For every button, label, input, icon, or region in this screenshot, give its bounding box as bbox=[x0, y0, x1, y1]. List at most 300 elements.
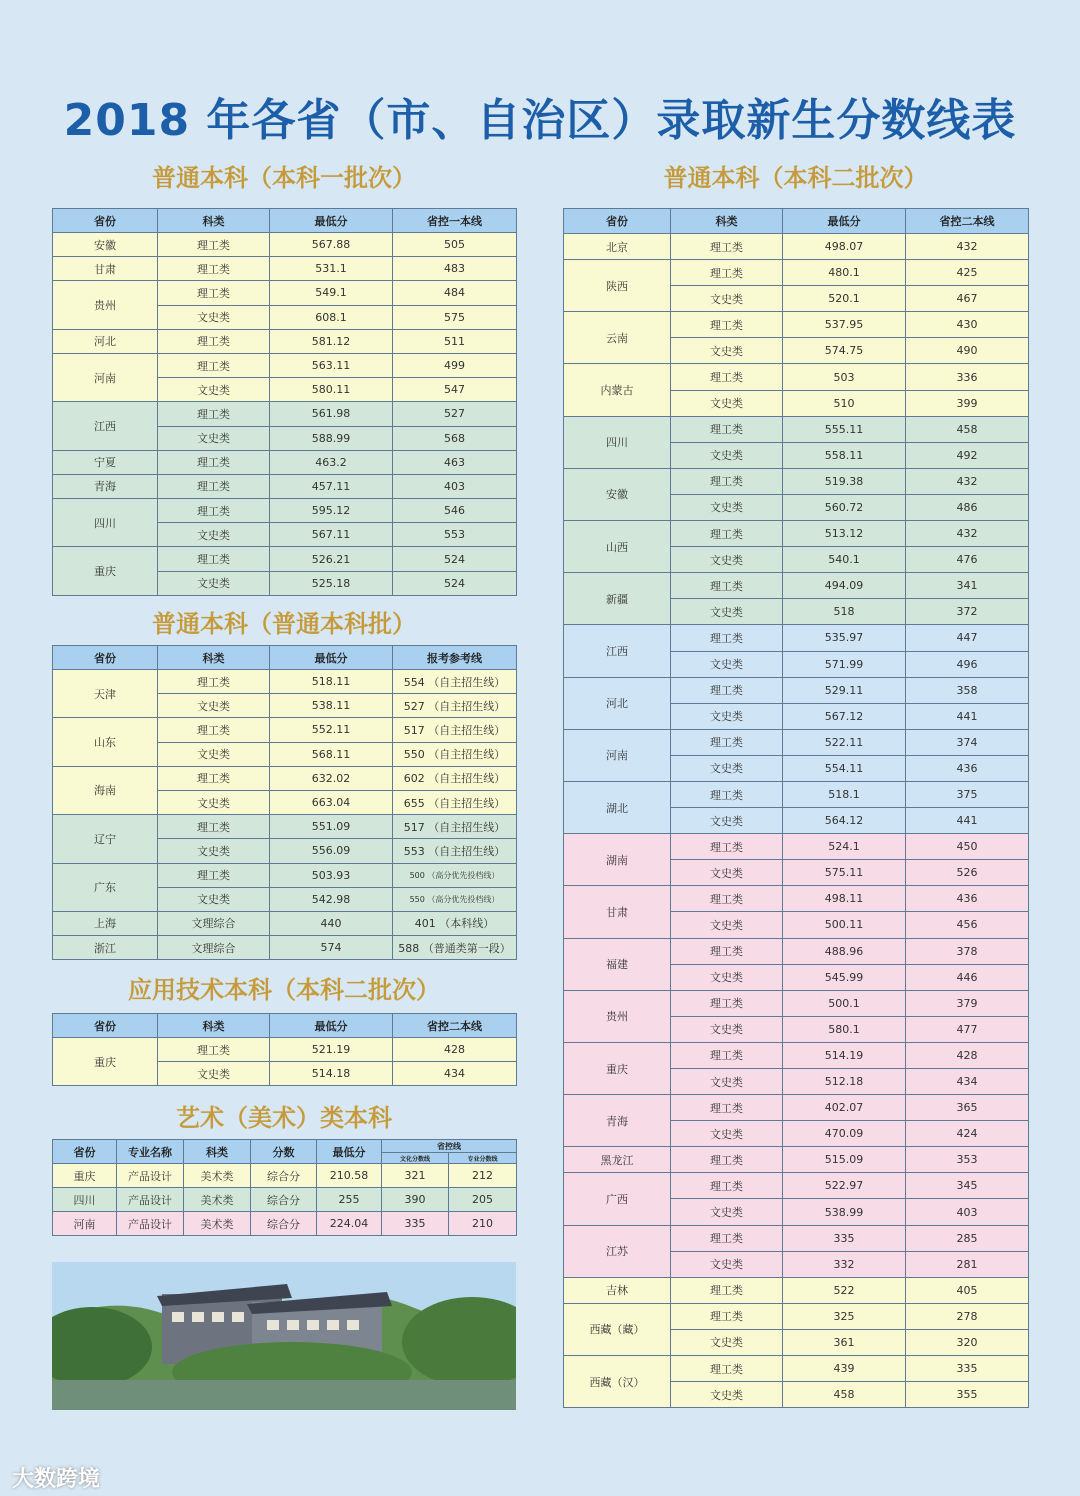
cell-province: 重庆 bbox=[53, 1164, 117, 1188]
cell-min-score: 574 bbox=[270, 936, 393, 960]
cell-province: 重庆 bbox=[53, 1038, 158, 1086]
cell-major-line: 210 bbox=[449, 1212, 517, 1236]
cell-line: 441 bbox=[906, 703, 1029, 729]
cell-line: 341 bbox=[906, 573, 1029, 599]
section4-title: 艺术（美术）类本科 bbox=[176, 1104, 392, 1132]
cell-category: 理工类 bbox=[158, 402, 270, 426]
cell-category: 理工类 bbox=[158, 353, 270, 377]
cell-category: 文史类 bbox=[671, 755, 783, 781]
cell-min-score: 568.11 bbox=[270, 742, 393, 766]
table-row bbox=[564, 625, 1029, 651]
cell-min-score: 564.12 bbox=[783, 808, 906, 834]
cell-min-score: 567.11 bbox=[270, 523, 393, 547]
cell-min-score: 529.11 bbox=[783, 677, 906, 703]
table-row bbox=[564, 1277, 1029, 1303]
cell-min-score: 402.07 bbox=[783, 1095, 906, 1121]
header-major-line: 专业分数线 bbox=[449, 1153, 517, 1164]
table-row bbox=[53, 450, 517, 474]
cell-min-score: 554.11 bbox=[783, 755, 906, 781]
header-control-line: 省控线 bbox=[382, 1140, 517, 1153]
cell-line: 505 bbox=[393, 233, 517, 257]
cell-line: 546 bbox=[393, 499, 517, 523]
table-row bbox=[564, 521, 1029, 547]
table-row bbox=[564, 312, 1029, 338]
cell-category: 理工类 bbox=[158, 863, 270, 887]
cell-province: 辽宁 bbox=[53, 815, 158, 863]
header-province: 省份 bbox=[53, 1140, 117, 1164]
cell-province: 河南 bbox=[53, 1212, 117, 1236]
header-province: 省份 bbox=[564, 209, 671, 234]
cell-category: 文史类 bbox=[158, 790, 270, 814]
cell-category: 理工类 bbox=[671, 521, 783, 547]
cell-line: 425 bbox=[906, 260, 1029, 286]
cell-line: 527 bbox=[393, 402, 517, 426]
cell-score: 综合分 bbox=[251, 1212, 317, 1236]
cell-category: 理工类 bbox=[671, 234, 783, 260]
table-row bbox=[53, 281, 517, 305]
cell-line: 428 bbox=[393, 1038, 517, 1062]
cell-min-score: 531.1 bbox=[270, 257, 393, 281]
cell-major: 产品设计 bbox=[117, 1188, 184, 1212]
cell-category: 文史类 bbox=[158, 887, 270, 911]
cell-province: 湖南 bbox=[564, 834, 671, 886]
cell-min-score: 515.09 bbox=[783, 1147, 906, 1173]
cell-line: 285 bbox=[906, 1225, 1029, 1251]
cell-category: 文史类 bbox=[158, 742, 270, 766]
cell-line: 405 bbox=[906, 1277, 1029, 1303]
cell-category: 理工类 bbox=[671, 260, 783, 286]
cell-line: 436 bbox=[906, 886, 1029, 912]
cell-province: 广西 bbox=[564, 1173, 671, 1225]
section1-title: 普通本科（本科一批次） bbox=[152, 164, 416, 192]
table-row bbox=[564, 573, 1029, 599]
cell-line: 575 bbox=[393, 305, 517, 329]
cell-category: 理工类 bbox=[158, 718, 270, 742]
table-row bbox=[564, 677, 1029, 703]
cell-category: 文史类 bbox=[671, 1329, 783, 1355]
cell-province: 四川 bbox=[53, 499, 158, 547]
cell-line: 434 bbox=[393, 1062, 517, 1086]
cell-category: 文史类 bbox=[671, 1069, 783, 1095]
cell-category: 理工类 bbox=[671, 886, 783, 912]
campus-illustration bbox=[52, 1262, 516, 1410]
cell-province: 江西 bbox=[53, 402, 158, 450]
cell-line: 447 bbox=[906, 625, 1029, 651]
table-row bbox=[53, 547, 517, 571]
cell-min-score: 558.11 bbox=[783, 442, 906, 468]
cell-province: 湖北 bbox=[564, 781, 671, 833]
cell-category: 文史类 bbox=[671, 1199, 783, 1225]
cell-category: 理工类 bbox=[671, 1356, 783, 1382]
cell-min-score: 522.11 bbox=[783, 729, 906, 755]
cell-line: 432 bbox=[906, 234, 1029, 260]
table-row bbox=[564, 990, 1029, 1016]
table-row bbox=[564, 886, 1029, 912]
cell-category: 文史类 bbox=[158, 426, 270, 450]
cell-province: 甘肃 bbox=[564, 886, 671, 938]
cell-province: 海南 bbox=[53, 766, 158, 814]
table-row bbox=[564, 468, 1029, 494]
cell-province: 吉林 bbox=[564, 1277, 671, 1303]
table-row bbox=[53, 233, 517, 257]
cell-min-score: 520.1 bbox=[783, 286, 906, 312]
cell-line: 378 bbox=[906, 938, 1029, 964]
table-row bbox=[53, 353, 517, 377]
header-culture-line: 文化分数线 bbox=[382, 1153, 449, 1164]
cell-category: 理工类 bbox=[158, 474, 270, 498]
cell-province: 河南 bbox=[564, 729, 671, 781]
cell-line: 499 bbox=[393, 353, 517, 377]
cell-min-score: 581.12 bbox=[270, 329, 393, 353]
cell-min-score: 542.98 bbox=[270, 887, 393, 911]
table-art bbox=[52, 1139, 517, 1236]
cell-line: 320 bbox=[906, 1329, 1029, 1355]
table-row bbox=[53, 499, 517, 523]
cell-category: 文史类 bbox=[671, 338, 783, 364]
cell-province: 浙江 bbox=[53, 936, 158, 960]
header-category: 科类 bbox=[158, 209, 270, 233]
header-reference-line: 报考参考线 bbox=[393, 646, 517, 670]
cell-min-score: 574.75 bbox=[783, 338, 906, 364]
cell-category: 文史类 bbox=[158, 1062, 270, 1086]
cell-province: 云南 bbox=[564, 312, 671, 364]
cell-category: 理工类 bbox=[671, 677, 783, 703]
cell-min-score: 525.18 bbox=[270, 571, 393, 595]
cell-category: 文史类 bbox=[671, 703, 783, 729]
cell-line: 399 bbox=[906, 390, 1029, 416]
header-province: 省份 bbox=[53, 209, 158, 233]
cell-min-score: 551.09 bbox=[270, 815, 393, 839]
cell-province: 山西 bbox=[564, 521, 671, 573]
watermark: 大数跨境 bbox=[12, 1467, 101, 1492]
cell-culture-line: 390 bbox=[382, 1188, 449, 1212]
cell-line: 446 bbox=[906, 964, 1029, 990]
cell-min-score: 556.09 bbox=[270, 839, 393, 863]
cell-min-score: 361 bbox=[783, 1329, 906, 1355]
table-row bbox=[564, 781, 1029, 807]
cell-min-score: 567.88 bbox=[270, 233, 393, 257]
cell-min-score: 580.11 bbox=[270, 378, 393, 402]
cell-line: 336 bbox=[906, 364, 1029, 390]
cell-category: 文史类 bbox=[158, 305, 270, 329]
cell-min-score: 494.09 bbox=[783, 573, 906, 599]
cell-line: 476 bbox=[906, 547, 1029, 573]
cell-min-score: 255 bbox=[317, 1188, 382, 1212]
cell-province: 江西 bbox=[564, 625, 671, 677]
cell-category: 文史类 bbox=[671, 494, 783, 520]
table-row bbox=[564, 1303, 1029, 1329]
cell-category: 理工类 bbox=[671, 834, 783, 860]
cell-line: 463 bbox=[393, 450, 517, 474]
cell-province: 江苏 bbox=[564, 1225, 671, 1277]
cell-line: 547 bbox=[393, 378, 517, 402]
cell-category: 文史类 bbox=[158, 694, 270, 718]
cell-min-score: 522.97 bbox=[783, 1173, 906, 1199]
cell-category: 美术类 bbox=[184, 1164, 251, 1188]
cell-min-score: 571.99 bbox=[783, 651, 906, 677]
cell-category: 理工类 bbox=[158, 329, 270, 353]
cell-province: 黑龙江 bbox=[564, 1147, 671, 1173]
cell-line: 345 bbox=[906, 1173, 1029, 1199]
cell-min-score: 663.04 bbox=[270, 790, 393, 814]
cell-min-score: 560.72 bbox=[783, 494, 906, 520]
cell-category: 文史类 bbox=[671, 964, 783, 990]
table-row bbox=[53, 670, 517, 694]
table-row bbox=[53, 1164, 517, 1188]
cell-province: 上海 bbox=[53, 911, 158, 935]
cell-province: 河南 bbox=[53, 353, 158, 401]
header-province: 省份 bbox=[53, 646, 158, 670]
cell-min-score: 521.19 bbox=[270, 1038, 393, 1062]
header-control-line: 省控二本线 bbox=[393, 1014, 517, 1038]
cell-line: 553 bbox=[393, 523, 517, 547]
table-row bbox=[53, 1188, 517, 1212]
cell-line: 550 （自主招生线） bbox=[393, 742, 517, 766]
cell-category: 理工类 bbox=[671, 1042, 783, 1068]
cell-line: 436 bbox=[906, 755, 1029, 781]
section3-title: 应用技术本科（本科二批次） bbox=[128, 976, 440, 1004]
cell-score: 综合分 bbox=[251, 1164, 317, 1188]
cell-line: 588 （普通类第一段） bbox=[393, 936, 517, 960]
cell-category: 文史类 bbox=[671, 1121, 783, 1147]
cell-min-score: 535.97 bbox=[783, 625, 906, 651]
cell-min-score: 488.96 bbox=[783, 938, 906, 964]
cell-min-score: 555.11 bbox=[783, 416, 906, 442]
table-row bbox=[53, 815, 517, 839]
cell-category: 文史类 bbox=[671, 547, 783, 573]
section2-title: 普通本科（普通本科批） bbox=[152, 610, 416, 638]
table-row bbox=[53, 329, 517, 353]
cell-province: 陕西 bbox=[564, 260, 671, 312]
cell-major-line: 212 bbox=[449, 1164, 517, 1188]
cell-min-score: 512.18 bbox=[783, 1069, 906, 1095]
cell-province: 西藏（藏） bbox=[564, 1303, 671, 1355]
cell-min-score: 595.12 bbox=[270, 499, 393, 523]
cell-min-score: 498.07 bbox=[783, 234, 906, 260]
cell-major-line: 205 bbox=[449, 1188, 517, 1212]
cell-province: 重庆 bbox=[53, 547, 158, 595]
cell-min-score: 522 bbox=[783, 1277, 906, 1303]
cell-category: 文史类 bbox=[671, 1251, 783, 1277]
cell-category: 理工类 bbox=[671, 781, 783, 807]
cell-category: 理工类 bbox=[671, 1225, 783, 1251]
cell-category: 理工类 bbox=[158, 257, 270, 281]
cell-min-score: 470.09 bbox=[783, 1121, 906, 1147]
cell-province: 内蒙古 bbox=[564, 364, 671, 416]
cell-line: 524 bbox=[393, 547, 517, 571]
header-control-line: 省控一本线 bbox=[393, 209, 517, 233]
cell-line: 278 bbox=[906, 1303, 1029, 1329]
cell-province: 福建 bbox=[564, 938, 671, 990]
cell-line: 432 bbox=[906, 521, 1029, 547]
cell-min-score: 519.38 bbox=[783, 468, 906, 494]
cell-line: 374 bbox=[906, 729, 1029, 755]
cell-category: 理工类 bbox=[671, 1147, 783, 1173]
cell-culture-line: 335 bbox=[382, 1212, 449, 1236]
cell-min-score: 463.2 bbox=[270, 450, 393, 474]
cell-province: 青海 bbox=[564, 1095, 671, 1147]
table-row bbox=[53, 257, 517, 281]
cell-category: 文史类 bbox=[158, 523, 270, 547]
table-row bbox=[53, 936, 517, 960]
cell-line: 281 bbox=[906, 1251, 1029, 1277]
cell-category: 理工类 bbox=[671, 729, 783, 755]
cell-line: 432 bbox=[906, 468, 1029, 494]
cell-min-score: 210.58 bbox=[317, 1164, 382, 1188]
cell-province: 河北 bbox=[564, 677, 671, 729]
cell-province: 四川 bbox=[564, 416, 671, 468]
table-row bbox=[564, 1147, 1029, 1173]
table-row bbox=[564, 364, 1029, 390]
cell-line: 554 （自主招生线） bbox=[393, 670, 517, 694]
cell-category: 文理综合 bbox=[158, 936, 270, 960]
cell-category: 文史类 bbox=[671, 860, 783, 886]
cell-line: 450 bbox=[906, 834, 1029, 860]
table-row bbox=[564, 729, 1029, 755]
cell-line: 486 bbox=[906, 494, 1029, 520]
cell-major: 产品设计 bbox=[117, 1164, 184, 1188]
cell-category: 理工类 bbox=[158, 670, 270, 694]
cell-line: 496 bbox=[906, 651, 1029, 677]
cell-category: 理工类 bbox=[671, 573, 783, 599]
cell-category: 理工类 bbox=[671, 364, 783, 390]
cell-min-score: 518 bbox=[783, 599, 906, 625]
cell-min-score: 335 bbox=[783, 1225, 906, 1251]
cell-line: 524 bbox=[393, 571, 517, 595]
cell-category: 美术类 bbox=[184, 1188, 251, 1212]
cell-category: 文史类 bbox=[671, 1382, 783, 1408]
header-category: 科类 bbox=[184, 1140, 251, 1164]
cell-category: 文史类 bbox=[671, 286, 783, 312]
cell-category: 理工类 bbox=[158, 766, 270, 790]
cell-category: 文史类 bbox=[158, 571, 270, 595]
cell-line: 500 （高分优先投档线） bbox=[393, 863, 517, 887]
cell-province: 广东 bbox=[53, 863, 158, 911]
cell-category: 理工类 bbox=[671, 312, 783, 338]
header-min-score: 最低分 bbox=[317, 1140, 382, 1164]
cell-category: 理工类 bbox=[158, 499, 270, 523]
cell-min-score: 518.11 bbox=[270, 670, 393, 694]
cell-province: 四川 bbox=[53, 1188, 117, 1212]
cell-min-score: 575.11 bbox=[783, 860, 906, 886]
cell-province: 安徽 bbox=[564, 468, 671, 520]
cell-line: 458 bbox=[906, 416, 1029, 442]
table-applied-tech bbox=[52, 1013, 517, 1086]
header-category: 科类 bbox=[671, 209, 783, 234]
cell-line: 467 bbox=[906, 286, 1029, 312]
table-row bbox=[564, 1042, 1029, 1068]
cell-min-score: 440 bbox=[270, 911, 393, 935]
cell-line: 477 bbox=[906, 1016, 1029, 1042]
cell-line: 424 bbox=[906, 1121, 1029, 1147]
cell-category: 理工类 bbox=[671, 625, 783, 651]
table-row bbox=[564, 1356, 1029, 1382]
cell-major: 产品设计 bbox=[117, 1212, 184, 1236]
cell-category: 理工类 bbox=[671, 1303, 783, 1329]
table-row bbox=[564, 1225, 1029, 1251]
cell-line: 511 bbox=[393, 329, 517, 353]
cell-line: 379 bbox=[906, 990, 1029, 1016]
cell-line: 355 bbox=[906, 1382, 1029, 1408]
cell-category: 文史类 bbox=[158, 378, 270, 402]
cell-line: 456 bbox=[906, 912, 1029, 938]
cell-province: 贵州 bbox=[53, 281, 158, 329]
cell-line: 403 bbox=[393, 474, 517, 498]
cell-category: 文史类 bbox=[671, 651, 783, 677]
cell-min-score: 514.19 bbox=[783, 1042, 906, 1068]
cell-category: 理工类 bbox=[158, 815, 270, 839]
cell-province: 北京 bbox=[564, 234, 671, 260]
table-row bbox=[53, 718, 517, 742]
cell-category: 理工类 bbox=[671, 1095, 783, 1121]
cell-min-score: 538.99 bbox=[783, 1199, 906, 1225]
cell-category: 文史类 bbox=[671, 390, 783, 416]
cell-min-score: 457.11 bbox=[270, 474, 393, 498]
cell-category: 理工类 bbox=[671, 416, 783, 442]
table-row bbox=[564, 1095, 1029, 1121]
cell-min-score: 500.11 bbox=[783, 912, 906, 938]
cell-line: 550 （高分优先投档线） bbox=[393, 887, 517, 911]
cell-province: 天津 bbox=[53, 670, 158, 718]
cell-line: 358 bbox=[906, 677, 1029, 703]
cell-min-score: 500.1 bbox=[783, 990, 906, 1016]
header-province: 省份 bbox=[53, 1014, 158, 1038]
cell-min-score: 439 bbox=[783, 1356, 906, 1382]
cell-category: 理工类 bbox=[671, 990, 783, 1016]
table-row bbox=[564, 834, 1029, 860]
page-title: 2018 年各省（市、自治区）录取新生分数线表 bbox=[63, 95, 1017, 146]
cell-line: 365 bbox=[906, 1095, 1029, 1121]
cell-category: 文理综合 bbox=[158, 911, 270, 935]
cell-min-score: 526.21 bbox=[270, 547, 393, 571]
cell-min-score: 524.1 bbox=[783, 834, 906, 860]
cell-line: 353 bbox=[906, 1147, 1029, 1173]
cell-min-score: 510 bbox=[783, 390, 906, 416]
cell-province: 宁夏 bbox=[53, 450, 158, 474]
cell-category: 理工类 bbox=[671, 938, 783, 964]
cell-line: 401 （本科线） bbox=[393, 911, 517, 935]
header-min-score: 最低分 bbox=[270, 1014, 393, 1038]
cell-min-score: 567.12 bbox=[783, 703, 906, 729]
cell-min-score: 561.98 bbox=[270, 402, 393, 426]
cell-category: 理工类 bbox=[158, 547, 270, 571]
cell-min-score: 514.18 bbox=[270, 1062, 393, 1086]
cell-line: 483 bbox=[393, 257, 517, 281]
cell-category: 理工类 bbox=[158, 1038, 270, 1062]
cell-line: 517 （自主招生线） bbox=[393, 718, 517, 742]
cell-line: 655 （自主招生线） bbox=[393, 790, 517, 814]
cell-line: 484 bbox=[393, 281, 517, 305]
cell-min-score: 537.95 bbox=[783, 312, 906, 338]
cell-min-score: 580.1 bbox=[783, 1016, 906, 1042]
table-row bbox=[53, 1038, 517, 1062]
table-row bbox=[53, 474, 517, 498]
cell-line: 403 bbox=[906, 1199, 1029, 1225]
cell-province: 重庆 bbox=[564, 1042, 671, 1094]
table-row bbox=[564, 234, 1029, 260]
cell-min-score: 545.99 bbox=[783, 964, 906, 990]
header-category: 科类 bbox=[158, 646, 270, 670]
cell-line: 602 （自主招生线） bbox=[393, 766, 517, 790]
cell-min-score: 503.93 bbox=[270, 863, 393, 887]
cell-province: 新疆 bbox=[564, 573, 671, 625]
section5-title: 普通本科（本科二批次） bbox=[663, 164, 928, 192]
cell-province: 安徽 bbox=[53, 233, 158, 257]
cell-culture-line: 321 bbox=[382, 1164, 449, 1188]
cell-min-score: 458 bbox=[783, 1382, 906, 1408]
cell-min-score: 513.12 bbox=[783, 521, 906, 547]
cell-min-score: 632.02 bbox=[270, 766, 393, 790]
